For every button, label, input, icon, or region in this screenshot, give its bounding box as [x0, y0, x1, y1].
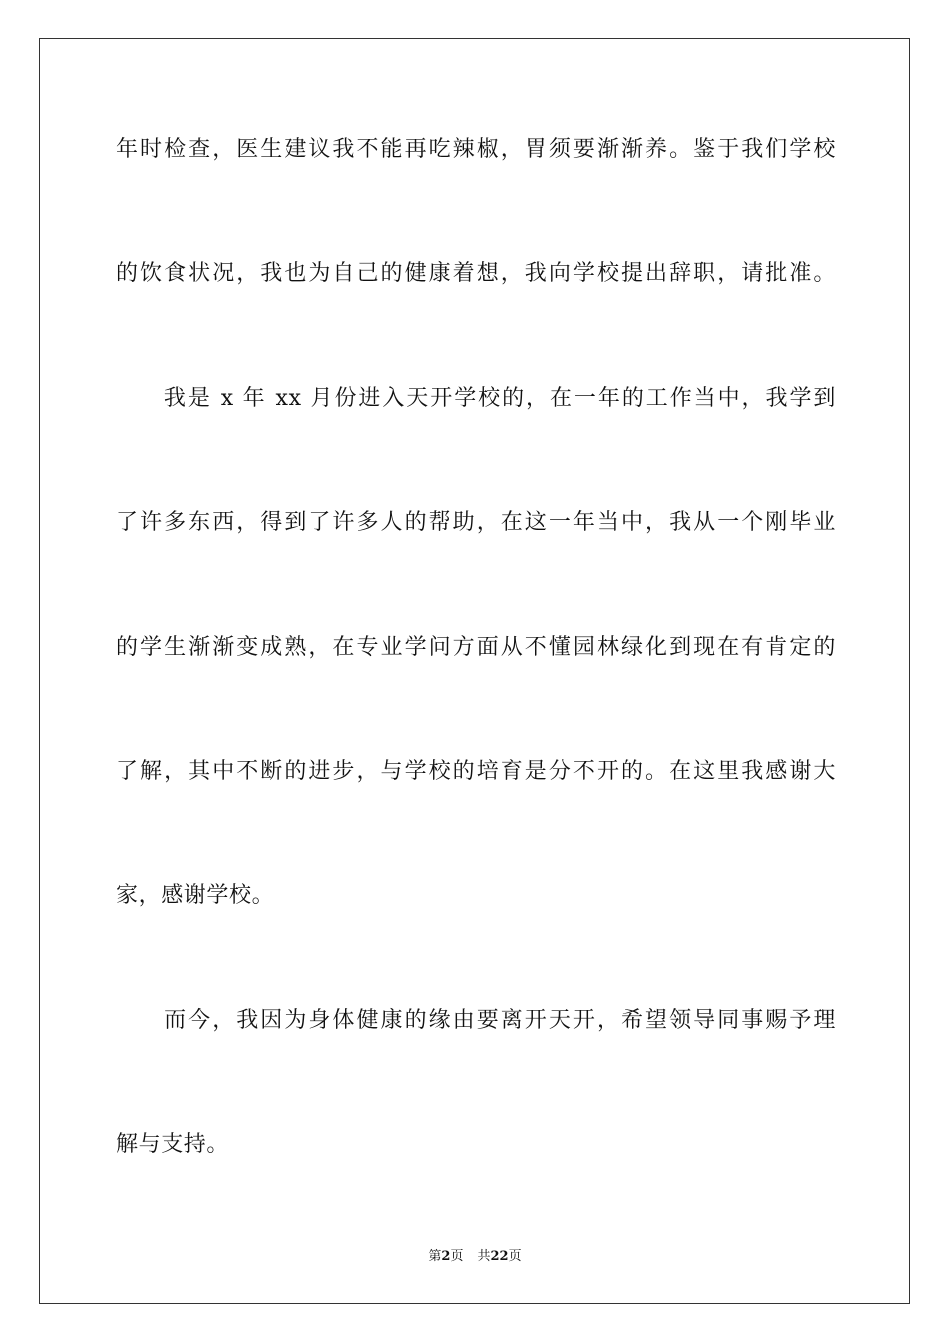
- text-line-4: 了许多东西，得到了许多人的帮助，在这一年当中，我从一个刚毕业: [116, 510, 836, 535]
- page-suffix: 页: [450, 1249, 464, 1264]
- text-line-7: 家，感谢学校。: [116, 883, 275, 908]
- total-pages: 22: [490, 1249, 509, 1264]
- text-line-5: 的学生渐渐变成熟，在专业学问方面从不懂园林绿化到现在有肯定的: [116, 635, 836, 660]
- text-line-2: 的饮食状况，我也为自己的健康着想，我向学校提出辞职，请批准。: [116, 261, 836, 286]
- text-line-8: 而今，我因为身体健康的缘由要离开天开，希望领导同事赐予理: [116, 1008, 836, 1033]
- text-line-6: 了解，其中不断的进步，与学校的培育是分不开的。在这里我感谢大: [116, 759, 836, 784]
- text-line-9: 解与支持。: [116, 1132, 230, 1157]
- page-footer: [0, 1248, 950, 1266]
- total-prefix: 共: [477, 1249, 491, 1264]
- page-frame: [39, 38, 910, 1304]
- page-prefix: 第: [428, 1249, 442, 1264]
- page-number: 2: [441, 1249, 451, 1264]
- total-suffix: 页: [508, 1249, 522, 1264]
- text-line-3: 我是 x 年 xx 月份进入天开学校的，在一年的工作当中，我学到: [116, 386, 836, 411]
- text-line-1: 年时检查，医生建议我不能再吃辣椒，胃须要渐渐养。鉴于我们学校: [116, 137, 836, 162]
